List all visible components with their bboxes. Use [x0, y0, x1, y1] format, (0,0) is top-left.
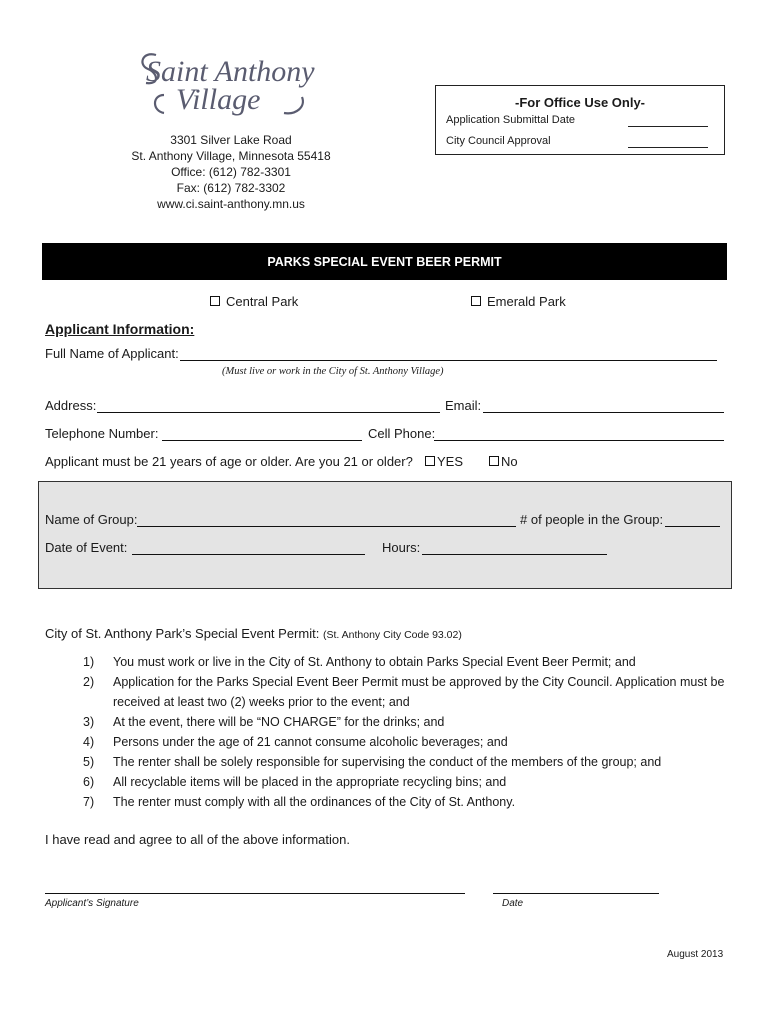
checkbox-icon[interactable]: [489, 456, 499, 466]
list-item: [83, 772, 743, 792]
age-no-option[interactable]: [489, 454, 518, 469]
emerald-park-option[interactable]: [471, 294, 566, 309]
signature-field[interactable]: [45, 893, 465, 894]
rule-number: 4): [83, 735, 95, 749]
rule-text: All recyclable items will be placed in the appropriate recycling bins; and: [113, 775, 507, 789]
emerald-park-label: Emerald Park: [487, 294, 566, 309]
no-label: No: [501, 454, 518, 469]
signature-label: Applicant’s Signature: [45, 898, 139, 909]
people-count-label: # of people in the Group:: [520, 512, 664, 527]
telephone-label: Telephone Number:: [45, 426, 159, 441]
rule-number: 5): [83, 755, 95, 769]
full-name-label: Full Name of Applicant:: [45, 346, 179, 361]
office-use-box: [435, 85, 725, 155]
submittal-date-label: Application Submittal Date: [446, 114, 576, 126]
event-date-field[interactable]: [132, 554, 365, 555]
rule-text: The renter must comply with all the ordinances of the City of St. Anthony.: [113, 795, 516, 809]
form-title-banner: PARKS SPECIAL EVENT BEER PERMIT: [42, 243, 727, 280]
rule-text: You must work or live in the City of St. Anthony to obtain Parks Special Event Beer Permit; and: [113, 655, 636, 669]
rule-text: The renter shall be solely responsible for supervising the conduct of the members of the group; and: [113, 755, 662, 769]
age-question: Applicant must be 21 years of age or older. Are you 21 or older?: [45, 454, 413, 469]
hours-field[interactable]: [422, 554, 607, 555]
list-item: [83, 752, 743, 772]
cell-phone-field[interactable]: [434, 440, 724, 441]
council-approval-label: City Council Approval: [446, 135, 551, 147]
checkbox-icon[interactable]: [471, 296, 481, 306]
permit-title-text: City of St. Anthony Park’s Special Event Permit:: [45, 626, 320, 641]
list-item: [83, 672, 743, 712]
group-name-label: Name of Group:: [45, 512, 138, 527]
age-yes-option[interactable]: [425, 454, 463, 469]
rule-text: Persons under the age of 21 cannot consume alcoholic beverages; and: [113, 735, 508, 749]
checkbox-icon[interactable]: [210, 296, 220, 306]
email-label: Email:: [445, 398, 482, 413]
full-name-field[interactable]: [180, 360, 717, 361]
rule-text: At the event, there will be “NO CHARGE” for the drinks; and: [113, 715, 445, 729]
rule-number: 7): [83, 795, 95, 809]
yes-label: YES: [437, 454, 464, 469]
office-use-title: -For Office Use Only-: [514, 95, 646, 110]
logo-line2: Village: [176, 83, 261, 116]
signature-date-field[interactable]: [493, 893, 659, 894]
telephone-field[interactable]: [162, 440, 362, 441]
checkbox-icon[interactable]: [425, 456, 435, 466]
event-date-label: Date of Event:: [45, 540, 128, 555]
central-park-option[interactable]: [210, 294, 298, 309]
list-item: [83, 712, 743, 732]
office-phone: Office: (612) 782-3301: [171, 165, 291, 179]
cell-phone-label: Cell Phone:: [368, 426, 436, 441]
people-count-field[interactable]: [665, 526, 720, 527]
email-field[interactable]: [483, 412, 724, 413]
rule-number: 1): [83, 655, 95, 669]
fax-number: Fax: (612) 782-3302: [176, 181, 286, 195]
permit-rules-list: [83, 652, 743, 812]
agreement-statement: I have read and agree to all of the above information.: [45, 832, 350, 847]
council-approval-field[interactable]: [628, 147, 708, 148]
address-block: [110, 132, 352, 212]
street-address: 3301 Silver Lake Road: [170, 133, 292, 147]
hours-label: Hours:: [382, 540, 421, 555]
rule-number: 6): [83, 775, 95, 789]
list-item: [83, 732, 743, 752]
permit-title: [45, 626, 462, 641]
rule-number: 2): [83, 675, 95, 689]
submittal-date-field[interactable]: [628, 126, 708, 127]
applicant-heading: Applicant Information:: [45, 321, 195, 337]
group-info-box: [38, 481, 732, 589]
list-item: [83, 652, 743, 672]
city-logo: [134, 45, 324, 119]
group-name-field[interactable]: [137, 526, 516, 527]
logo-line1: Saint Anthony: [146, 55, 315, 88]
signature-date-label: Date: [502, 898, 524, 909]
address-label: Address:: [45, 398, 97, 413]
full-name-note: (Must live or work in the City of St. Anthony Village): [222, 366, 444, 377]
list-item: [83, 792, 743, 812]
rule-text: Application for the Parks Special Event Beer Permit must be approved by the City Council. Application must be received at least two (2) weeks prior to the event; and: [113, 675, 725, 709]
city-state: St. Anthony Village, Minnesota 55418: [131, 149, 331, 163]
rule-number: 3): [83, 715, 95, 729]
city-code: (St. Anthony City Code 93.02): [322, 629, 462, 641]
footer-date: August 2013: [667, 949, 724, 960]
central-park-label: Central Park: [226, 294, 299, 309]
address-field[interactable]: [97, 412, 440, 413]
website: www.ci.saint-anthony.mn.us: [157, 197, 305, 211]
